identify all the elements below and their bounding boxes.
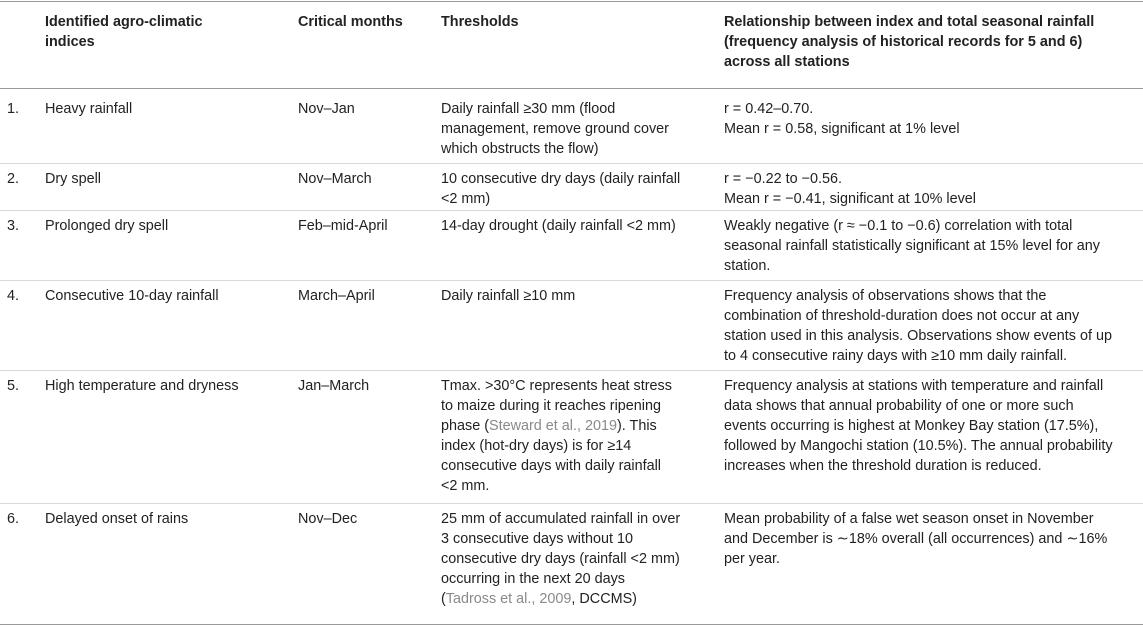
citation-link-tadross[interactable]: Tadross et al., 2009 <box>445 591 572 607</box>
row-6-months: Nov–Dec <box>298 511 358 527</box>
row-4-relationship-line: combination of threshold-duration does not occur at any <box>724 308 1080 324</box>
row-2-index: Dry spell <box>45 171 101 187</box>
row-separator <box>0 370 1143 371</box>
row-separator <box>0 503 1143 504</box>
row-5-thresholds-line: <2 mm. <box>441 478 490 494</box>
row-4-relationship-line: station used in this analysis. Observations show events of up <box>724 328 1112 344</box>
citation-link-steward[interactable]: Steward et al., 2019 <box>489 418 617 434</box>
row-5-thresholds-text: phase ( <box>441 418 489 434</box>
row-5-thresholds <box>441 376 672 496</box>
row-5-thresholds-line <box>441 416 672 436</box>
row-1-relationship-line: Mean r = 0.58, significant at 1% level <box>724 121 960 137</box>
row-3-relationship-line: Weakly negative (r ≈ −0.1 to −0.6) correlation with total <box>724 218 1073 234</box>
row-6-thresholds-line: 3 consecutive days without 10 <box>441 531 633 547</box>
row-6-thresholds-text: ( <box>441 591 446 607</box>
row-2-thresholds <box>441 169 680 209</box>
row-5-thresholds-line: to maize during it reaches ripening <box>441 398 661 414</box>
row-4-relationship-line: Frequency analysis of observations shows that the <box>724 288 1047 304</box>
row-3-relationship <box>724 216 1100 276</box>
row-separator <box>0 210 1143 211</box>
header-relationship <box>724 12 1094 72</box>
row-5-relationship-line: Frequency analysis at stations with temperature and rainfall <box>724 378 1104 394</box>
row-6-thresholds-line <box>441 589 680 609</box>
row-4-relationship-line: to 4 consecutive rainy days with ≥10 mm daily rainfall. <box>724 348 1068 364</box>
row-5-relationship-line: events occurring is highest at Monkey Bay station (17.5%), <box>724 418 1099 434</box>
row-5-relationship-line: data shows that annual probability of one or more such <box>724 398 1074 414</box>
header-relationship-line-3: across all stations <box>724 54 850 70</box>
header-critical-months: Critical months <box>298 14 403 30</box>
row-3-relationship-line: seasonal rainfall statistically significant at 15% level for any <box>724 238 1100 254</box>
row-5-number: 5. <box>7 378 20 394</box>
row-6-relationship-line: and December is ∼18% overall (all occurrences) and ∼16% <box>724 531 1108 547</box>
row-3-number: 3. <box>7 218 20 234</box>
row-5-relationship-line: increases when the threshold duration is reduced. <box>724 458 1042 474</box>
row-4-months: March–April <box>298 288 375 304</box>
row-3-months: Feb–mid-April <box>298 218 388 234</box>
row-6-relationship-line: per year. <box>724 551 780 567</box>
row-4-thresholds: Daily rainfall ≥10 mm <box>441 288 576 304</box>
row-5-thresholds-text: ). This <box>617 418 657 434</box>
header-index-line-2: indices <box>45 34 95 50</box>
row-3-index: Prolonged dry spell <box>45 218 169 234</box>
header-index-line-1: Identified agro-climatic <box>45 14 203 30</box>
row-5-months: Jan–March <box>298 378 370 394</box>
row-separator <box>0 280 1143 281</box>
row-6-thresholds-line: consecutive dry days (rainfall <2 mm) <box>441 551 680 567</box>
row-2-thresholds-line: 10 consecutive dry days (daily rainfall <box>441 171 681 187</box>
row-6-relationship <box>724 509 1107 569</box>
row-2-number: 2. <box>7 171 20 187</box>
row-4-number: 4. <box>7 288 20 304</box>
row-6-thresholds-line: occurring in the next 20 days <box>441 571 625 587</box>
row-1-thresholds-line: which obstructs the flow) <box>441 141 599 157</box>
row-5-relationship-line: followed by Mangochi station (10.5%). The annual probability <box>724 438 1113 454</box>
row-1-number: 1. <box>7 101 20 117</box>
row-2-months: Nov–March <box>298 171 372 187</box>
row-6-thresholds-text: , DCCMS) <box>571 591 637 607</box>
row-4-index: Consecutive 10-day rainfall <box>45 288 219 304</box>
row-4-relationship <box>724 286 1112 366</box>
row-1-relationship <box>724 99 960 139</box>
row-separator <box>0 163 1143 164</box>
row-1-thresholds-line: Daily rainfall ≥30 mm (flood <box>441 101 616 117</box>
table-top-rule <box>0 1 1143 2</box>
row-2-relationship <box>724 169 976 209</box>
row-1-relationship-line: r = 0.42–0.70. <box>724 101 814 117</box>
row-2-relationship-line: r = −0.22 to −0.56. <box>724 171 843 187</box>
header-relationship-line-1: Relationship between index and total seasonal rainfall <box>724 14 1095 30</box>
row-6-number: 6. <box>7 511 20 527</box>
header-thresholds: Thresholds <box>441 14 519 30</box>
header-rule <box>0 88 1143 89</box>
table-bottom-rule <box>0 624 1143 625</box>
row-2-relationship-line: Mean r = −0.41, significant at 10% level <box>724 191 976 207</box>
row-5-thresholds-line: index (hot-dry days) is for ≥14 <box>441 438 632 454</box>
row-5-thresholds-line: Tmax. >30°C represents heat stress <box>441 378 672 394</box>
row-1-months: Nov–Jan <box>298 101 355 117</box>
row-3-relationship-line: station. <box>724 258 771 274</box>
row-5-index: High temperature and dryness <box>45 378 239 394</box>
header-relationship-line-2: (frequency analysis of historical records for 5 and 6) <box>724 34 1083 50</box>
row-6-relationship-line: Mean probability of a false wet season onset in November <box>724 511 1094 527</box>
row-1-thresholds <box>441 99 669 159</box>
row-3-thresholds: 14-day drought (daily rainfall <2 mm) <box>441 218 676 234</box>
row-2-thresholds-line: <2 mm) <box>441 191 491 207</box>
header-index <box>45 12 203 52</box>
row-1-index: Heavy rainfall <box>45 101 133 117</box>
row-5-relationship <box>724 376 1113 476</box>
row-6-thresholds-line: 25 mm of accumulated rainfall in over <box>441 511 681 527</box>
row-6-index: Delayed onset of rains <box>45 511 189 527</box>
row-5-thresholds-line: consecutive days with daily rainfall <box>441 458 661 474</box>
row-1-thresholds-line: management, remove ground cover <box>441 121 669 137</box>
row-6-thresholds <box>441 509 680 609</box>
